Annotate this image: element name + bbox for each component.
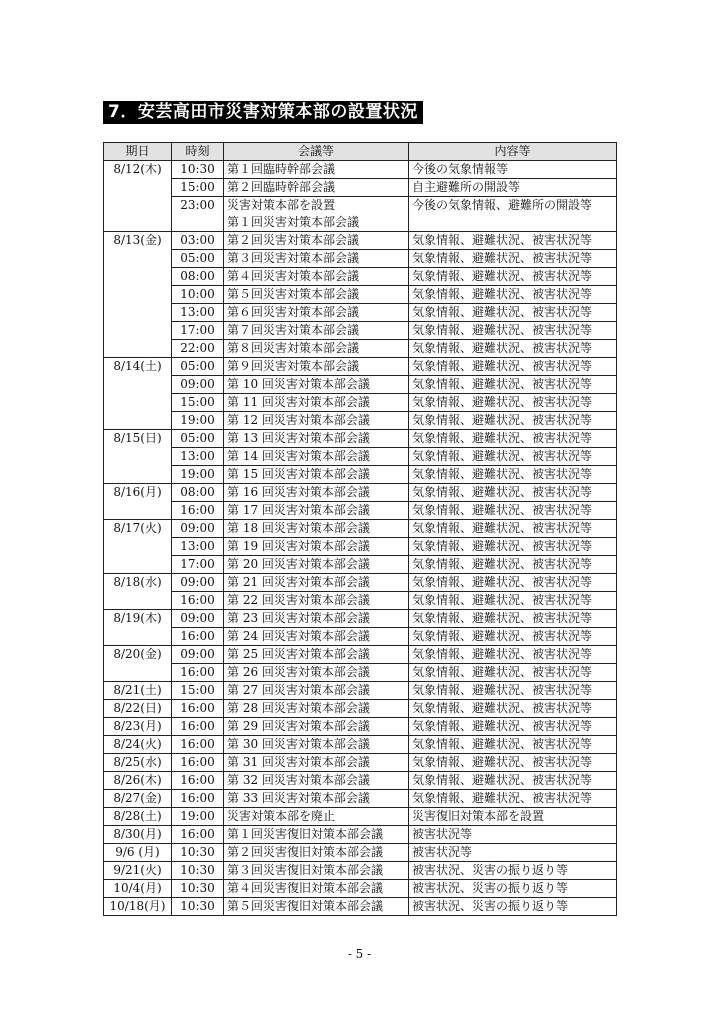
row-time: 16:00 — [172, 790, 224, 808]
schedule-table — [103, 142, 617, 916]
row-content: 自主避難所の開設等 — [409, 179, 617, 197]
row-time: 16:00 — [172, 826, 224, 844]
table-row — [104, 286, 617, 304]
row-content: 気象情報、避難状況、被害状況等 — [409, 466, 617, 484]
row-date: 8/17(火) — [104, 520, 172, 538]
row-meeting: 第 10 回災害対策本部会議 — [224, 376, 409, 394]
row-content: 気象情報、避難状況、被害状況等 — [409, 754, 617, 772]
row-time: 10:30 — [172, 898, 224, 916]
table-row — [104, 538, 617, 556]
row-meeting: 第７回災害対策本部会議 — [224, 322, 409, 340]
row-time: 16:00 — [172, 502, 224, 520]
row-date — [104, 502, 172, 520]
table-row — [104, 304, 617, 322]
row-time: 05:00 — [172, 358, 224, 376]
row-time: 13:00 — [172, 448, 224, 466]
row-meeting: 第 27 回災害対策本部会議 — [224, 682, 409, 700]
row-date — [104, 250, 172, 268]
row-time: 19:00 — [172, 466, 224, 484]
row-meeting: 災害対策本部を設置 — [224, 197, 409, 215]
row-time: 16:00 — [172, 754, 224, 772]
row-content: 気象情報、避難状況、被害状況等 — [409, 448, 617, 466]
row-date — [104, 268, 172, 286]
table-row — [104, 862, 617, 880]
row-date — [104, 214, 172, 232]
row-meeting: 第 32 回災害対策本部会議 — [224, 772, 409, 790]
table-row — [104, 214, 617, 232]
row-time: 16:00 — [172, 664, 224, 682]
row-date: 8/26(木) — [104, 772, 172, 790]
row-content: 今後の気象情報等 — [409, 161, 617, 179]
table-row — [104, 340, 617, 358]
row-meeting: 第 30 回災害対策本部会議 — [224, 736, 409, 754]
row-content: 災害復旧対策本部を設置 — [409, 808, 617, 826]
table-row — [104, 412, 617, 430]
row-time: 05:00 — [172, 250, 224, 268]
row-content: 気象情報、避難状況、被害状況等 — [409, 286, 617, 304]
row-meeting: 第 14 回災害対策本部会議 — [224, 448, 409, 466]
row-date — [104, 179, 172, 197]
row-date — [104, 538, 172, 556]
row-date: 8/18(水) — [104, 574, 172, 592]
row-meeting: 第２回臨時幹部会議 — [224, 179, 409, 197]
table-row — [104, 484, 617, 502]
row-content: 気象情報、避難状況、被害状況等 — [409, 304, 617, 322]
row-content: 気象情報、避難状況、被害状況等 — [409, 394, 617, 412]
row-time: 15:00 — [172, 179, 224, 197]
row-date — [104, 556, 172, 574]
row-time: 10:00 — [172, 286, 224, 304]
row-time: 15:00 — [172, 394, 224, 412]
row-meeting: 第５回災害対策本部会議 — [224, 286, 409, 304]
row-date: 8/23(月) — [104, 718, 172, 736]
table-row — [104, 161, 617, 179]
header-content: 内容等 — [409, 143, 617, 161]
table-row — [104, 430, 617, 448]
row-meeting: 第９回災害対策本部会議 — [224, 358, 409, 376]
row-time: 10:30 — [172, 862, 224, 880]
row-date — [104, 394, 172, 412]
row-meeting: 第１回災害対策本部会議 — [224, 214, 409, 232]
row-meeting: 災害対策本部を廃止 — [224, 808, 409, 826]
row-meeting: 第 17 回災害対策本部会議 — [224, 502, 409, 520]
table-row — [104, 574, 617, 592]
row-content: 気象情報、避難状況、被害状況等 — [409, 736, 617, 754]
row-content: 気象情報、避難状況、被害状況等 — [409, 268, 617, 286]
row-time: 09:00 — [172, 520, 224, 538]
table-row — [104, 197, 617, 215]
row-time: 15:00 — [172, 682, 224, 700]
row-meeting: 第８回災害対策本部会議 — [224, 340, 409, 358]
row-content: 気象情報、避難状況、被害状況等 — [409, 592, 617, 610]
table-row — [104, 898, 617, 916]
row-date: 8/21(土) — [104, 682, 172, 700]
row-content: 気象情報、避難状況、被害状況等 — [409, 772, 617, 790]
row-time: 10:30 — [172, 844, 224, 862]
row-time: 22:00 — [172, 340, 224, 358]
row-content: 気象情報、避難状況、被害状況等 — [409, 610, 617, 628]
row-meeting: 第 20 回災害対策本部会議 — [224, 556, 409, 574]
table-row — [104, 700, 617, 718]
table-row — [104, 502, 617, 520]
row-content: 被害状況等 — [409, 844, 617, 862]
row-meeting: 第 13 回災害対策本部会議 — [224, 430, 409, 448]
row-date: 8/14(土) — [104, 358, 172, 376]
row-content: 気象情報、避難状況、被害状況等 — [409, 520, 617, 538]
row-date — [104, 376, 172, 394]
row-meeting: 第 12 回災害対策本部会議 — [224, 412, 409, 430]
page-number: - 5 - — [347, 947, 372, 961]
row-date — [104, 592, 172, 610]
row-meeting: 第 18 回災害対策本部会議 — [224, 520, 409, 538]
row-content: 気象情報、避難状況、被害状況等 — [409, 682, 617, 700]
row-date: 10/4(月) — [104, 880, 172, 898]
row-time: 09:00 — [172, 376, 224, 394]
header-date: 期日 — [104, 143, 172, 161]
row-date: 8/27(金) — [104, 790, 172, 808]
table-row — [104, 394, 617, 412]
row-date: 10/18(月) — [104, 898, 172, 916]
table-row — [104, 772, 617, 790]
table-row — [104, 232, 617, 250]
row-date — [104, 664, 172, 682]
row-time: 19:00 — [172, 412, 224, 430]
row-content: 気象情報、避難状況、被害状況等 — [409, 484, 617, 502]
row-date — [104, 322, 172, 340]
row-meeting: 第６回災害対策本部会議 — [224, 304, 409, 322]
table-row — [104, 664, 617, 682]
row-date: 8/28(土) — [104, 808, 172, 826]
table-row — [104, 322, 617, 340]
row-time: 16:00 — [172, 718, 224, 736]
row-date — [104, 448, 172, 466]
row-content: 気象情報、避難状況、被害状況等 — [409, 664, 617, 682]
section-title: 7．安芸高田市災害対策本部の設置状況 — [103, 101, 423, 124]
table-row — [104, 736, 617, 754]
row-date: 8/19(木) — [104, 610, 172, 628]
row-content: 気象情報、避難状況、被害状況等 — [409, 502, 617, 520]
row-meeting: 第 23 回災害対策本部会議 — [224, 610, 409, 628]
row-date — [104, 304, 172, 322]
table-row — [104, 718, 617, 736]
row-meeting: 第 11 回災害対策本部会議 — [224, 394, 409, 412]
row-time — [172, 214, 224, 232]
row-date — [104, 197, 172, 215]
row-time: 23:00 — [172, 197, 224, 215]
row-meeting: 第２回災害復旧対策本部会議 — [224, 844, 409, 862]
table-row — [104, 448, 617, 466]
row-content: 被害状況等 — [409, 826, 617, 844]
row-date: 8/25(水) — [104, 754, 172, 772]
row-date: 8/24(火) — [104, 736, 172, 754]
table-row — [104, 682, 617, 700]
row-content: 気象情報、避難状況、被害状況等 — [409, 376, 617, 394]
row-meeting: 第 33 回災害対策本部会議 — [224, 790, 409, 808]
row-time: 19:00 — [172, 808, 224, 826]
row-meeting: 第 21 回災害対策本部会議 — [224, 574, 409, 592]
row-date: 8/15(日) — [104, 430, 172, 448]
row-meeting: 第 22 回災害対策本部会議 — [224, 592, 409, 610]
row-meeting: 第３回災害復旧対策本部会議 — [224, 862, 409, 880]
row-meeting: 第４回災害対策本部会議 — [224, 268, 409, 286]
table-row — [104, 358, 617, 376]
row-content: 被害状況、災害の振り返り等 — [409, 898, 617, 916]
row-meeting: 第５回災害復旧対策本部会議 — [224, 898, 409, 916]
row-time: 09:00 — [172, 610, 224, 628]
row-date: 8/12(木) — [104, 161, 172, 179]
table-row — [104, 790, 617, 808]
row-meeting: 第 29 回災害対策本部会議 — [224, 718, 409, 736]
table-row — [104, 844, 617, 862]
row-content: 被害状況、災害の振り返り等 — [409, 880, 617, 898]
row-date: 9/6 (月) — [104, 844, 172, 862]
row-time: 10:30 — [172, 880, 224, 898]
row-time: 16:00 — [172, 592, 224, 610]
table-row — [104, 556, 617, 574]
row-meeting: 第２回災害対策本部会議 — [224, 232, 409, 250]
table-body — [104, 161, 617, 916]
row-meeting: 第１回臨時幹部会議 — [224, 161, 409, 179]
row-content: 気象情報、避難状況、被害状況等 — [409, 232, 617, 250]
table-row — [104, 826, 617, 844]
table-row — [104, 610, 617, 628]
row-time: 17:00 — [172, 556, 224, 574]
row-date: 8/30(月) — [104, 826, 172, 844]
header-time: 時刻 — [172, 143, 224, 161]
row-meeting: 第 26 回災害対策本部会議 — [224, 664, 409, 682]
row-content: 気象情報、避難状況、被害状況等 — [409, 538, 617, 556]
row-date: 8/20(金) — [104, 646, 172, 664]
row-date: 8/22(日) — [104, 700, 172, 718]
row-meeting: 第 19 回災害対策本部会議 — [224, 538, 409, 556]
row-date: 8/16(月) — [104, 484, 172, 502]
row-content: 気象情報、避難状況、被害状況等 — [409, 412, 617, 430]
row-content — [409, 214, 617, 232]
row-content: 気象情報、避難状況、被害状況等 — [409, 430, 617, 448]
row-content: 気象情報、避難状況、被害状況等 — [409, 574, 617, 592]
row-meeting: 第１回災害復旧対策本部会議 — [224, 826, 409, 844]
row-meeting: 第 31 回災害対策本部会議 — [224, 754, 409, 772]
row-date: 8/13(金) — [104, 232, 172, 250]
table-row — [104, 376, 617, 394]
row-content: 被害状況、災害の振り返り等 — [409, 862, 617, 880]
row-time: 08:00 — [172, 268, 224, 286]
row-content: 気象情報、避難状況、被害状況等 — [409, 700, 617, 718]
row-content: 気象情報、避難状況、被害状況等 — [409, 718, 617, 736]
row-time: 10:30 — [172, 161, 224, 179]
row-content: 今後の気象情報、避難所の開設等 — [409, 197, 617, 215]
row-time: 16:00 — [172, 736, 224, 754]
row-time: 13:00 — [172, 304, 224, 322]
row-time: 03:00 — [172, 232, 224, 250]
table-row — [104, 268, 617, 286]
row-content: 気象情報、避難状況、被害状況等 — [409, 646, 617, 664]
row-time: 13:00 — [172, 538, 224, 556]
row-time: 09:00 — [172, 646, 224, 664]
table-row — [104, 250, 617, 268]
row-meeting: 第３回災害対策本部会議 — [224, 250, 409, 268]
row-date — [104, 466, 172, 484]
table-row — [104, 466, 617, 484]
row-meeting: 第 24 回災害対策本部会議 — [224, 628, 409, 646]
row-time: 17:00 — [172, 322, 224, 340]
row-meeting: 第 28 回災害対策本部会議 — [224, 700, 409, 718]
row-time: 05:00 — [172, 430, 224, 448]
row-date — [104, 628, 172, 646]
table-row — [104, 754, 617, 772]
table-header-row — [104, 143, 617, 161]
row-meeting: 第 16 回災害対策本部会議 — [224, 484, 409, 502]
row-time: 08:00 — [172, 484, 224, 502]
table-row — [104, 646, 617, 664]
row-content: 気象情報、避難状況、被害状況等 — [409, 556, 617, 574]
row-time: 16:00 — [172, 772, 224, 790]
row-time: 16:00 — [172, 700, 224, 718]
table-row — [104, 179, 617, 197]
row-content: 気象情報、避難状況、被害状況等 — [409, 628, 617, 646]
row-content: 気象情報、避難状況、被害状況等 — [409, 340, 617, 358]
table-row — [104, 592, 617, 610]
row-meeting: 第 15 回災害対策本部会議 — [224, 466, 409, 484]
row-date: 9/21(火) — [104, 862, 172, 880]
row-date — [104, 340, 172, 358]
row-time: 09:00 — [172, 574, 224, 592]
header-meeting: 会議等 — [224, 143, 409, 161]
row-content: 気象情報、避難状況、被害状況等 — [409, 358, 617, 376]
row-meeting: 第４回災害復旧対策本部会議 — [224, 880, 409, 898]
row-date — [104, 412, 172, 430]
row-content: 気象情報、避難状況、被害状況等 — [409, 250, 617, 268]
row-date — [104, 286, 172, 304]
row-content: 気象情報、避難状況、被害状況等 — [409, 790, 617, 808]
table-row — [104, 628, 617, 646]
row-content: 気象情報、避難状況、被害状況等 — [409, 322, 617, 340]
row-meeting: 第 25 回災害対策本部会議 — [224, 646, 409, 664]
table-row — [104, 880, 617, 898]
row-time: 16:00 — [172, 628, 224, 646]
table-row — [104, 808, 617, 826]
table-row — [104, 520, 617, 538]
